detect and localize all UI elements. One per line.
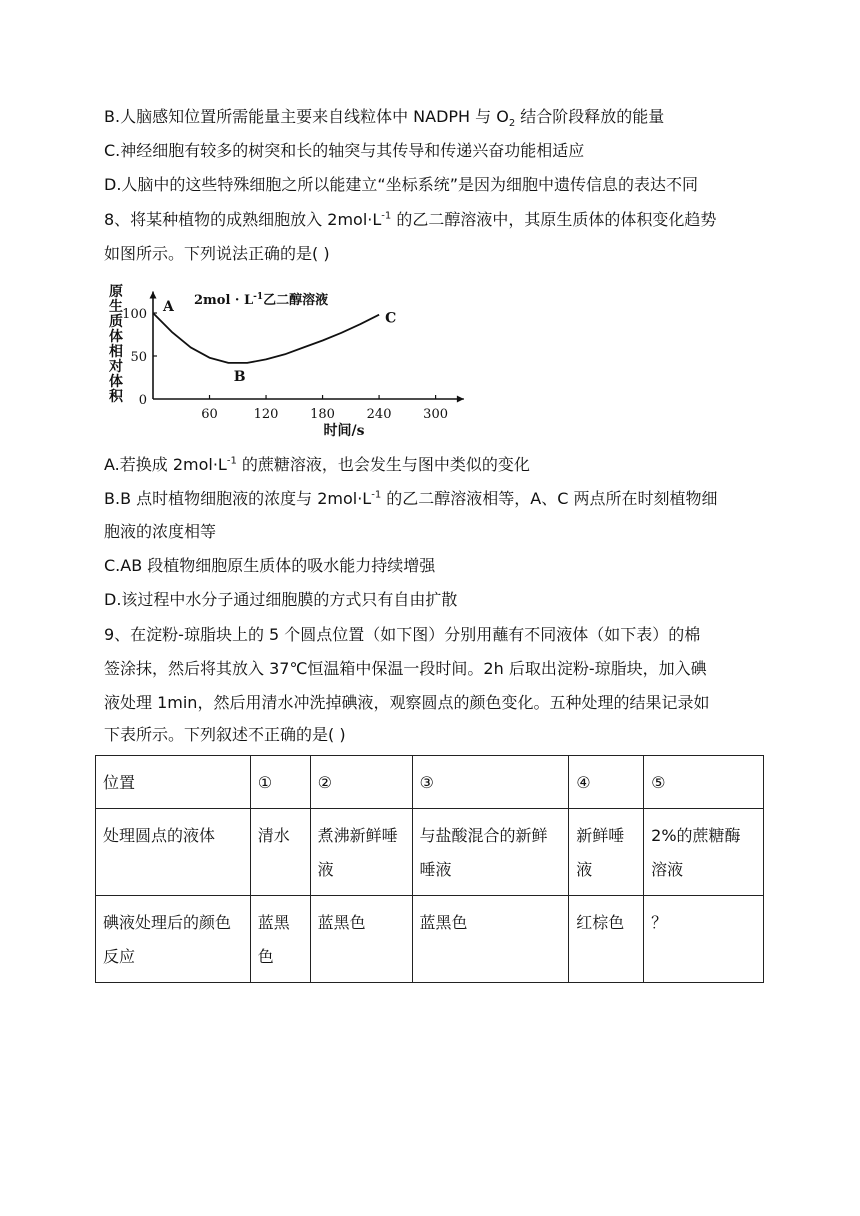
q9-stem-line1: 9、在淀粉-琼脂块上的 5 个圆点位置（如下图）分别用蘸有不同液体（如下表）的棉 xyxy=(104,625,701,644)
q8-stem-line1: 8、将某种植物的成熟细胞放入 $2mol\cdot L^{-1}$ 的乙二醇溶液中，其原生质体的体积变化趋势 xyxy=(104,210,717,229)
table-cell: ① xyxy=(250,756,310,809)
table-cell: 处理圆点的液体 xyxy=(96,809,251,896)
table-cell: 蓝黑色 xyxy=(250,896,310,983)
table-cell: 蓝黑色 xyxy=(412,896,569,983)
x-axis-arrow xyxy=(457,396,464,403)
q7-option-b: B.人脑感知位置所需能量主要来自线粒体中 NADPH 与 $O_2$ 结合阶段释放的能量 xyxy=(104,107,665,130)
table-cell: ？ xyxy=(644,896,764,983)
y-axis-arrow xyxy=(150,292,157,299)
table-cell: 煮沸新鲜唾液 xyxy=(310,809,412,896)
table-row xyxy=(96,896,764,983)
table-cell: 碘液处理后的颜色反应 xyxy=(96,896,251,983)
table-row xyxy=(96,756,764,809)
table-row xyxy=(96,809,764,896)
q8-option-b-line2: 胞液的浓度相等 xyxy=(104,522,217,541)
volume-chart xyxy=(104,270,449,440)
curve-label: $2mol \cdot L^{-1}$乙二醇溶液 xyxy=(194,292,329,308)
table-cell: 蓝黑色 xyxy=(310,896,412,983)
x-tick-label: 300 xyxy=(423,407,449,422)
q7-option-d: D.人脑中的这些特殊细胞之所以能建立“坐标系统”是因为细胞中遗传信息的表达不同 xyxy=(104,175,698,194)
table-cell: 红棕色 xyxy=(569,896,644,983)
x-tick-label: 180 xyxy=(310,407,335,422)
table-cell: ② xyxy=(310,756,412,809)
table-cell: 2%的蔗糖酶溶液 xyxy=(644,809,764,896)
table-cell: 新鲜唾液 xyxy=(569,809,644,896)
x-tick-label: 60 xyxy=(201,407,218,422)
table-cell: ④ xyxy=(569,756,644,809)
q8-stem-line2: 如图所示。下列说法正确的是( ) xyxy=(104,244,330,263)
table-cell: 位置 xyxy=(96,756,251,809)
point-label-c: C xyxy=(385,310,397,327)
q8-option-c: C.AB 段植物细胞原生质体的吸水能力持续增强 xyxy=(104,556,436,575)
x-tick-label: 240 xyxy=(366,407,392,422)
chart-series xyxy=(153,313,379,363)
table-cell: 清水 xyxy=(250,809,310,896)
y-tick-label: 100 xyxy=(122,307,147,322)
curve-line xyxy=(153,313,379,363)
table-cell: 与盐酸混合的新鲜唾液 xyxy=(412,809,569,896)
q8-option-b-line1: B.B 点时植物细胞液的浓度与 $2mol\cdot L^{-1}$ 的乙二醇溶液相等，A、C 两点所在时刻植物细 xyxy=(104,489,718,508)
y-tick-label: 50 xyxy=(130,350,147,365)
q7-option-c: C.神经细胞有较多的树突和长的轴突与其传导和传递兴奋功能相适应 xyxy=(104,141,585,160)
x-axis-label: 时间/s xyxy=(323,423,365,439)
table-cell: ⑤ xyxy=(644,756,764,809)
point-label-a: A xyxy=(163,299,174,315)
point-label-b: B xyxy=(233,368,246,385)
chart-labels xyxy=(108,283,396,439)
q9-stem-line3: 液处理 1min，然后用清水冲洗掉碘液，观察圆点的颜色变化。五种处理的结果记录如 xyxy=(104,693,710,712)
table-cell: ③ xyxy=(412,756,569,809)
q9-stem-line2: 签涂抹，然后将其放入 37℃恒温箱中保温一段时间。2h 后取出淀粉-琼脂块，加入碘 xyxy=(104,659,707,678)
results-table xyxy=(95,755,764,983)
y-tick-label: 0 xyxy=(138,393,147,408)
x-tick-label: 120 xyxy=(253,407,279,422)
q8-option-d: D.该过程中水分子通过细胞膜的方式只有自由扩散 xyxy=(104,590,458,609)
q8-option-a: A.若换成 $2mol\cdot L^{-1}$ 的蔗糖溶液，也会发生与图中类似的变化 xyxy=(104,455,530,474)
y-axis-label: 原生质体相对体积 xyxy=(109,284,123,405)
q9-stem-line4: 下表所示。下列叙述不正确的是( ) xyxy=(104,725,346,744)
